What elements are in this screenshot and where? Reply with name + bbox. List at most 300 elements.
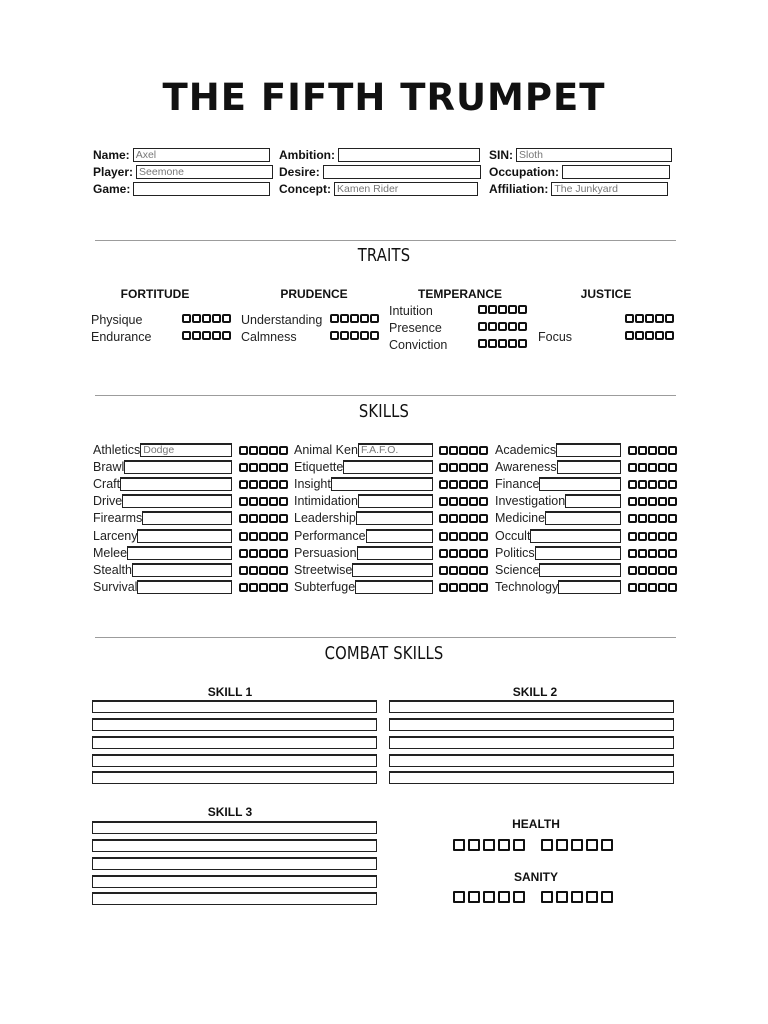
specialty-input[interactable] xyxy=(331,477,433,491)
skill-rating[interactable] xyxy=(239,480,288,491)
rating-dot[interactable] xyxy=(269,497,278,506)
traits-heading: TRAITS xyxy=(357,245,411,266)
specialty-input[interactable] xyxy=(565,494,621,508)
rating-dot[interactable] xyxy=(360,331,369,340)
rating-dot[interactable] xyxy=(459,480,468,489)
track-box[interactable] xyxy=(556,891,568,903)
skill-rating[interactable] xyxy=(439,480,488,491)
rating-dot[interactable] xyxy=(279,463,288,472)
rating-dot[interactable] xyxy=(212,314,221,323)
specialty-input[interactable] xyxy=(127,546,232,560)
rating-dot[interactable] xyxy=(459,497,468,506)
skill-rating[interactable] xyxy=(628,446,677,457)
rating-dot[interactable] xyxy=(478,339,487,348)
rating-dot[interactable] xyxy=(439,549,448,558)
rating-dot[interactable] xyxy=(249,549,258,558)
specialty-input[interactable] xyxy=(535,546,621,560)
rating-dot[interactable] xyxy=(239,446,248,455)
specialty-input[interactable] xyxy=(558,580,621,594)
specialty-input[interactable] xyxy=(356,511,433,525)
rating-dot[interactable] xyxy=(459,514,468,523)
rating-dot[interactable] xyxy=(479,583,488,592)
rating-dot[interactable] xyxy=(628,497,637,506)
rating-dot[interactable] xyxy=(370,331,379,340)
rating-dot[interactable] xyxy=(648,583,657,592)
rating-dot[interactable] xyxy=(668,583,677,592)
rating-dot[interactable] xyxy=(469,497,478,506)
track-box[interactable] xyxy=(541,839,553,851)
rating-dot[interactable] xyxy=(439,532,448,541)
skill-rating[interactable] xyxy=(239,532,288,543)
specialty-input[interactable] xyxy=(120,477,232,491)
track-box[interactable] xyxy=(483,839,495,851)
rating-dot[interactable] xyxy=(269,480,278,489)
skill-rating[interactable] xyxy=(439,514,488,525)
desire-input[interactable] xyxy=(323,165,481,179)
track-box[interactable] xyxy=(571,891,583,903)
rating-dot[interactable] xyxy=(635,314,644,323)
skill-row xyxy=(495,493,621,508)
rating-dot[interactable] xyxy=(249,583,258,592)
rating-dot[interactable] xyxy=(350,331,359,340)
rating-dot[interactable] xyxy=(665,314,674,323)
rating-dot[interactable] xyxy=(469,532,478,541)
rating-dot[interactable] xyxy=(259,480,268,489)
skill-3-line[interactable] xyxy=(92,892,377,905)
rating-dot[interactable] xyxy=(668,497,677,506)
concept-input[interactable]: Kamen Rider xyxy=(334,182,478,196)
rating-dot[interactable] xyxy=(668,532,677,541)
rating-dot[interactable] xyxy=(259,532,268,541)
rating-dot[interactable] xyxy=(469,549,478,558)
rating-dot[interactable] xyxy=(478,322,487,331)
trait-label: Endurance xyxy=(91,330,152,344)
rating-dot[interactable] xyxy=(668,514,677,523)
track-box[interactable] xyxy=(468,891,480,903)
rating-dot[interactable] xyxy=(638,446,647,455)
sin-field xyxy=(489,147,672,162)
skill-1-line[interactable] xyxy=(92,736,377,749)
track-box[interactable] xyxy=(586,839,598,851)
skill-rating[interactable] xyxy=(439,566,488,577)
rating-dot[interactable] xyxy=(668,480,677,489)
specialty-input[interactable] xyxy=(539,477,621,491)
rating-dot[interactable] xyxy=(658,583,667,592)
rating-dot[interactable] xyxy=(239,480,248,489)
rating-dot[interactable] xyxy=(249,480,258,489)
rating-dot[interactable] xyxy=(469,463,478,472)
rating-dot[interactable] xyxy=(222,314,231,323)
rating-dot[interactable] xyxy=(469,480,478,489)
track-box[interactable] xyxy=(513,891,525,903)
rating-dot[interactable] xyxy=(628,549,637,558)
rating-dot[interactable] xyxy=(259,497,268,506)
understanding-rating[interactable] xyxy=(330,314,379,325)
rating-dot[interactable] xyxy=(239,463,248,472)
rating-dot[interactable] xyxy=(498,305,507,314)
rating-dot[interactable] xyxy=(449,514,458,523)
skill-rating[interactable] xyxy=(439,583,488,594)
specialty-input[interactable] xyxy=(530,529,621,543)
rating-dot[interactable] xyxy=(259,549,268,558)
skill-1-line[interactable] xyxy=(92,771,377,784)
rating-dot[interactable] xyxy=(459,549,468,558)
rating-dot[interactable] xyxy=(628,583,637,592)
rating-dot[interactable] xyxy=(269,583,278,592)
rating-dot[interactable] xyxy=(370,314,379,323)
specialty-input[interactable] xyxy=(142,511,232,525)
rating-dot[interactable] xyxy=(259,583,268,592)
specialty-input[interactable] xyxy=(557,460,621,474)
skill-1-line[interactable] xyxy=(92,700,377,713)
game-input[interactable] xyxy=(133,182,270,196)
skill-1-line[interactable] xyxy=(92,754,377,767)
track-box[interactable] xyxy=(601,839,613,851)
specialty-input[interactable] xyxy=(137,580,232,594)
rating-dot[interactable] xyxy=(439,480,448,489)
rating-dot[interactable] xyxy=(508,322,517,331)
skill-label: Persuasion xyxy=(294,546,357,560)
rating-dot[interactable] xyxy=(182,331,191,340)
track-box[interactable] xyxy=(468,839,480,851)
rating-dot[interactable] xyxy=(668,446,677,455)
rating-dot[interactable] xyxy=(479,480,488,489)
rating-dot[interactable] xyxy=(638,532,647,541)
track-box[interactable] xyxy=(498,891,510,903)
rating-dot[interactable] xyxy=(648,549,657,558)
rating-dot[interactable] xyxy=(479,514,488,523)
rating-dot[interactable] xyxy=(648,497,657,506)
presence-rating[interactable] xyxy=(478,322,527,333)
rating-dot[interactable] xyxy=(449,532,458,541)
rating-dot[interactable] xyxy=(469,446,478,455)
rating-dot[interactable] xyxy=(668,566,677,575)
rating-dot[interactable] xyxy=(222,331,231,340)
rating-dot[interactable] xyxy=(259,566,268,575)
rating-dot[interactable] xyxy=(658,566,667,575)
occupation-input[interactable] xyxy=(562,165,670,179)
skill-rating[interactable] xyxy=(439,549,488,560)
sanity-track[interactable] xyxy=(453,891,613,903)
rating-dot[interactable] xyxy=(249,497,258,506)
rating-dot[interactable] xyxy=(658,497,667,506)
rating-dot[interactable] xyxy=(439,497,448,506)
track-box[interactable] xyxy=(513,839,525,851)
skill-rating[interactable] xyxy=(239,566,288,577)
focus-rating[interactable] xyxy=(625,331,674,342)
rating-dot[interactable] xyxy=(658,446,667,455)
game-field xyxy=(93,181,270,196)
rating-dot[interactable] xyxy=(478,305,487,314)
rating-dot[interactable] xyxy=(658,480,667,489)
rating-dot[interactable] xyxy=(449,583,458,592)
rating-dot[interactable] xyxy=(665,331,674,340)
rating-dot[interactable] xyxy=(645,314,654,323)
skill-rating[interactable] xyxy=(239,549,288,560)
rating-dot[interactable] xyxy=(279,566,288,575)
rating-dot[interactable] xyxy=(439,446,448,455)
rating-dot[interactable] xyxy=(192,314,201,323)
rating-dot[interactable] xyxy=(498,322,507,331)
skill-rating[interactable] xyxy=(439,497,488,508)
track-box[interactable] xyxy=(601,891,613,903)
rating-dot[interactable] xyxy=(269,549,278,558)
rating-dot[interactable] xyxy=(269,514,278,523)
rating-dot[interactable] xyxy=(350,314,359,323)
justice-rating-1[interactable] xyxy=(625,314,674,325)
track-box[interactable] xyxy=(571,839,583,851)
rating-dot[interactable] xyxy=(479,532,488,541)
affiliation-label: Affiliation: xyxy=(489,181,549,196)
rating-dot[interactable] xyxy=(330,331,339,340)
track-box[interactable] xyxy=(541,891,553,903)
rating-dot[interactable] xyxy=(202,331,211,340)
rating-dot[interactable] xyxy=(645,331,654,340)
rating-dot[interactable] xyxy=(628,480,637,489)
rating-dot[interactable] xyxy=(439,583,448,592)
rating-dot[interactable] xyxy=(648,566,657,575)
rating-dot[interactable] xyxy=(469,566,478,575)
rating-dot[interactable] xyxy=(479,549,488,558)
rating-dot[interactable] xyxy=(239,497,248,506)
skill-2-line[interactable] xyxy=(389,736,674,749)
skill-rating[interactable] xyxy=(628,497,677,508)
rating-dot[interactable] xyxy=(469,514,478,523)
rating-dot[interactable] xyxy=(658,532,667,541)
rating-dot[interactable] xyxy=(635,331,644,340)
track-box[interactable] xyxy=(453,839,465,851)
health-track[interactable] xyxy=(453,839,613,851)
specialty-input[interactable] xyxy=(366,529,433,543)
skill-rating[interactable] xyxy=(628,583,677,594)
specialty-input[interactable] xyxy=(539,563,621,577)
rating-dot[interactable] xyxy=(279,514,288,523)
rating-dot[interactable] xyxy=(628,463,637,472)
specialty-input[interactable]: Dodge xyxy=(140,443,232,457)
rating-dot[interactable] xyxy=(655,331,664,340)
rating-dot[interactable] xyxy=(459,583,468,592)
rating-dot[interactable] xyxy=(648,446,657,455)
rating-dot[interactable] xyxy=(638,514,647,523)
rating-dot[interactable] xyxy=(459,566,468,575)
endurance-rating[interactable] xyxy=(182,331,231,342)
specialty-input[interactable] xyxy=(132,563,232,577)
rating-dot[interactable] xyxy=(638,497,647,506)
rating-dot[interactable] xyxy=(638,583,647,592)
rating-dot[interactable] xyxy=(518,322,527,331)
rating-dot[interactable] xyxy=(668,549,677,558)
specialty-input[interactable]: F.A.F.O. xyxy=(358,443,433,457)
rating-dot[interactable] xyxy=(330,314,339,323)
skill-rating[interactable] xyxy=(628,463,677,474)
skill-2-line[interactable] xyxy=(389,700,674,713)
skill-3-line[interactable] xyxy=(92,857,377,870)
rating-dot[interactable] xyxy=(488,339,497,348)
skill-rating[interactable] xyxy=(239,497,288,508)
rating-dot[interactable] xyxy=(488,305,497,314)
skill-2-line[interactable] xyxy=(389,754,674,767)
rating-dot[interactable] xyxy=(279,480,288,489)
skill-rating[interactable] xyxy=(239,446,288,457)
rating-dot[interactable] xyxy=(628,446,637,455)
rating-dot[interactable] xyxy=(628,514,637,523)
specialty-input[interactable] xyxy=(556,443,621,457)
skill-2-line[interactable] xyxy=(389,771,674,784)
skill-rating[interactable] xyxy=(628,480,677,491)
name-input[interactable]: Axel xyxy=(133,148,270,162)
skill-label: Technology xyxy=(495,580,559,594)
rating-dot[interactable] xyxy=(269,532,278,541)
rating-dot[interactable] xyxy=(239,532,248,541)
specialty-input[interactable] xyxy=(124,460,232,474)
rating-dot[interactable] xyxy=(269,446,278,455)
skill-rating[interactable] xyxy=(239,463,288,474)
rating-dot[interactable] xyxy=(340,331,349,340)
skill-3-line[interactable] xyxy=(92,839,377,852)
rating-dot[interactable] xyxy=(239,514,248,523)
track-box[interactable] xyxy=(556,839,568,851)
skill-label: Investigation xyxy=(495,494,566,508)
rating-dot[interactable] xyxy=(479,497,488,506)
skill-rating[interactable] xyxy=(439,446,488,457)
rating-dot[interactable] xyxy=(202,314,211,323)
rating-dot[interactable] xyxy=(648,514,657,523)
rating-dot[interactable] xyxy=(439,463,448,472)
rating-dot[interactable] xyxy=(279,583,288,592)
rating-dot[interactable] xyxy=(249,463,258,472)
rating-dot[interactable] xyxy=(638,463,647,472)
skill-rating[interactable] xyxy=(628,514,677,525)
specialty-input[interactable] xyxy=(137,529,232,543)
rating-dot[interactable] xyxy=(259,514,268,523)
rating-dot[interactable] xyxy=(449,463,458,472)
rating-dot[interactable] xyxy=(479,463,488,472)
rating-dot[interactable] xyxy=(658,549,667,558)
rating-dot[interactable] xyxy=(508,305,517,314)
rating-dot[interactable] xyxy=(498,339,507,348)
track-box[interactable] xyxy=(586,891,598,903)
rating-dot[interactable] xyxy=(638,480,647,489)
specialty-input[interactable] xyxy=(358,494,433,508)
rating-dot[interactable] xyxy=(439,514,448,523)
rating-dot[interactable] xyxy=(239,566,248,575)
skill-label: Etiquette xyxy=(294,460,344,474)
specialty-input[interactable] xyxy=(355,580,433,594)
rating-dot[interactable] xyxy=(269,566,278,575)
rating-dot[interactable] xyxy=(449,446,458,455)
rating-dot[interactable] xyxy=(449,566,458,575)
skill-1-line[interactable] xyxy=(92,718,377,731)
rating-dot[interactable] xyxy=(259,446,268,455)
rating-dot[interactable] xyxy=(648,463,657,472)
specialty-input[interactable] xyxy=(352,563,433,577)
rating-dot[interactable] xyxy=(449,549,458,558)
rating-dot[interactable] xyxy=(249,514,258,523)
rating-dot[interactable] xyxy=(628,532,637,541)
rating-dot[interactable] xyxy=(279,549,288,558)
track-box[interactable] xyxy=(483,891,495,903)
rating-dot[interactable] xyxy=(648,532,657,541)
rating-dot[interactable] xyxy=(655,314,664,323)
rating-dot[interactable] xyxy=(459,463,468,472)
rating-dot[interactable] xyxy=(439,566,448,575)
specialty-input[interactable] xyxy=(122,494,232,508)
rating-dot[interactable] xyxy=(182,314,191,323)
skill-rating[interactable] xyxy=(439,532,488,543)
skill-rating[interactable] xyxy=(239,514,288,525)
skill-rating[interactable] xyxy=(628,532,677,543)
rating-dot[interactable] xyxy=(279,497,288,506)
rating-dot[interactable] xyxy=(628,566,637,575)
combat-skills-heading: COMBAT SKILLS xyxy=(324,643,444,664)
rating-dot[interactable] xyxy=(459,446,468,455)
rating-dot[interactable] xyxy=(340,314,349,323)
rating-dot[interactable] xyxy=(508,339,517,348)
rating-dot[interactable] xyxy=(518,339,527,348)
skill-3-line[interactable] xyxy=(92,875,377,888)
skill-rating[interactable] xyxy=(439,463,488,474)
rating-dot[interactable] xyxy=(459,532,468,541)
rating-dot[interactable] xyxy=(518,305,527,314)
rating-dot[interactable] xyxy=(638,549,647,558)
calmness-rating[interactable] xyxy=(330,331,379,342)
skill-rating[interactable] xyxy=(628,549,677,560)
intuition-rating[interactable] xyxy=(478,305,527,316)
rating-dot[interactable] xyxy=(668,463,677,472)
track-box[interactable] xyxy=(453,891,465,903)
rating-dot[interactable] xyxy=(648,480,657,489)
rating-dot[interactable] xyxy=(638,566,647,575)
rating-dot[interactable] xyxy=(279,532,288,541)
skill-rating[interactable] xyxy=(628,566,677,577)
skill-rating[interactable] xyxy=(239,583,288,594)
rating-dot[interactable] xyxy=(479,566,488,575)
skill-3-line[interactable] xyxy=(92,821,377,834)
rating-dot[interactable] xyxy=(449,480,458,489)
rating-dot[interactable] xyxy=(658,463,667,472)
rating-dot[interactable] xyxy=(239,549,248,558)
rating-dot[interactable] xyxy=(625,314,634,323)
player-input[interactable]: Seemone xyxy=(136,165,273,179)
rating-dot[interactable] xyxy=(249,532,258,541)
rating-dot[interactable] xyxy=(259,463,268,472)
rating-dot[interactable] xyxy=(469,583,478,592)
rating-dot[interactable] xyxy=(488,322,497,331)
rating-dot[interactable] xyxy=(449,497,458,506)
rating-dot[interactable] xyxy=(192,331,201,340)
specialty-input[interactable] xyxy=(357,546,433,560)
rating-dot[interactable] xyxy=(212,331,221,340)
affiliation-input[interactable]: The Junkyard xyxy=(551,182,668,196)
specialty-input[interactable] xyxy=(545,511,621,525)
rating-dot[interactable] xyxy=(239,583,248,592)
rating-dot[interactable] xyxy=(625,331,634,340)
skill-2-line[interactable] xyxy=(389,718,674,731)
sin-input[interactable]: Sloth xyxy=(516,148,672,162)
rating-dot[interactable] xyxy=(279,446,288,455)
physique-rating[interactable] xyxy=(182,314,231,325)
specialty-input[interactable] xyxy=(343,460,433,474)
conviction-rating[interactable] xyxy=(478,339,527,350)
ambition-input[interactable] xyxy=(338,148,480,162)
track-box[interactable] xyxy=(498,839,510,851)
rating-dot[interactable] xyxy=(269,463,278,472)
rating-dot[interactable] xyxy=(360,314,369,323)
rating-dot[interactable] xyxy=(249,446,258,455)
rating-dot[interactable] xyxy=(479,446,488,455)
rating-dot[interactable] xyxy=(249,566,258,575)
rating-dot[interactable] xyxy=(658,514,667,523)
